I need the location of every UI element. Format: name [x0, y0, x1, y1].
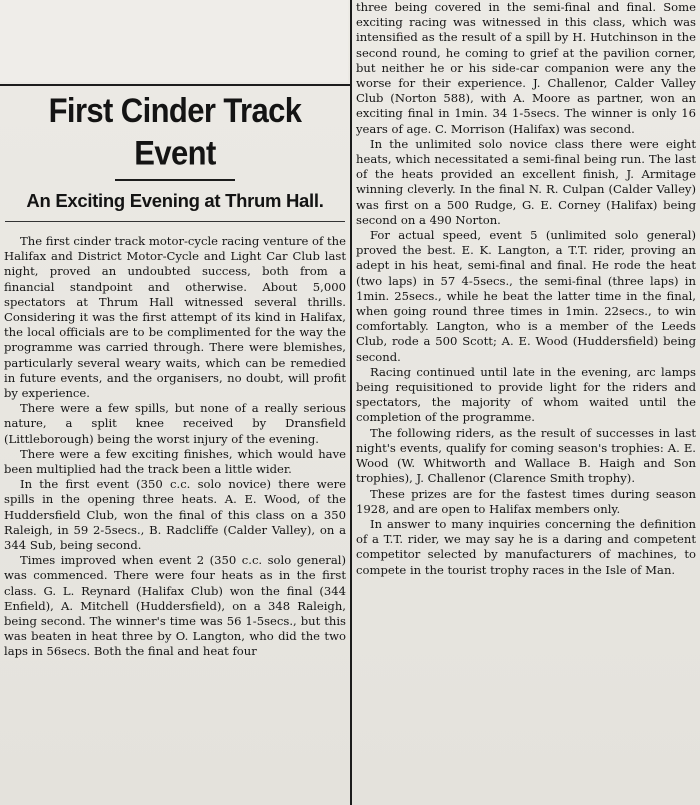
paragraph: Times improved when event 2 (350 c.c. solo general) was commenced. There were four heats as in the first class. G. L. Reynard (Halifax Club) won the final (344 Enfield), A. Mitchell (Huddersfield), on a 348 Raleigh, being second. The winner's time was 56 1-5secs., but this was beaten in heat three by O. Langton, who did the two laps in 56secs. Both the final and heat four: [4, 553, 346, 659]
paragraph: three being covered in the semi-final and final. Some exciting racing was witnessed in this class, which was intensified as the result of a spill by H. Hutchinson in the second round, he coming to grief at the pavilion corner, but neither he or his side-car companion were any the worse for their experience. J. Challenor, Calder Valley Club (Norton 588), with A. Moore as partner, won an exciting final in 1min. 34 1-5secs. The winner is only 16 years of age. C. Morrison (Halifax) was second.: [356, 0, 696, 136]
paragraph: These prizes are for the fastest times during season 1928, and are open to Halifax members only.: [356, 486, 696, 516]
paragraph: In answer to many inquiries concerning the definition of a T.T. rider, we may say he is a daring and competent competitor selected by manufacturers of machines, to compete in the tourist trophy races in the Isle of Man.: [356, 516, 696, 577]
headline: First Cinder Track Event: [48, 90, 302, 173]
paragraph: For actual speed, event 5 (unlimited solo general) proved the best. E. K. Langton, a T.T. rider, proving an adept in his heat, semi-final and final. He rode the heat (two laps) in 57 4-5secs., the semi-final (three laps) in 1min. 25secs., while he beat the latter time in the final, when going round three times in 1min. 22secs., to win comfortably. Langton, who is a member of the Leeds Club, rode a 500 Scott; A. E. Wood (Huddersfield) being second.: [356, 228, 696, 364]
paragraph: In the first event (350 c.c. solo novice) there were spills in the opening three heats. A. E. Wood, of the Huddersfield Club, won the final of this class on a 350 Raleigh, in 59 2-5secs., B. Radcliffe (Calder Valley), on a 344 Sub, being second.: [4, 477, 346, 553]
top-margin: [0, 0, 348, 82]
paragraph: There were a few spills, but none of a really serious nature, a split knee received by Dransfield (Littleborough) being the worst injury of the evening.: [4, 401, 346, 446]
column-divider: [350, 0, 352, 805]
headline-rule: [115, 179, 235, 181]
subheadline: An Exciting Evening at Thrum Hall.: [26, 190, 324, 211]
subheadline-rule: [5, 221, 345, 222]
paragraph: There were a few exciting finishes, which would have been multiplied had the track been a little wider.: [4, 446, 346, 477]
left-body: [4, 234, 346, 660]
paragraph: The first cinder track motor-cycle racing venture of the Halifax and District Motor-Cycle and Light Car Club last night, proved an undoubted success, both from a financial standpoint and otherwise. About 5,000 spectators at Thrum Hall witnessed several thrills. Considering it was the first attempt of its kind in Halifax, the local officials are to be complimented for the way the programme was carried through. There were blemishes, particularly several weary waits, which can be remedied in future events, and the organisers, no doubt, will profit by experience.: [4, 234, 346, 401]
right-column: [356, 0, 696, 578]
top-rule: [0, 84, 350, 86]
paragraph: In the unlimited solo novice class there were eight heats, which necessitated a semi-final being run. The last of the heats provided an excellent finish, J. Armitage winning cleverly. In the final N. R. Culpan (Calder Valley) was first on a 500 Rudge, G. E. Corney (Halifax) being second on a 490 Norton.: [356, 136, 696, 227]
left-column: [4, 88, 346, 660]
paragraph: Racing continued until late in the evening, arc lamps being requisitioned to provide light for the riders and spectators, the majority of whom waited until the completion of the programme.: [356, 364, 696, 425]
paragraph: The following riders, as the result of successes in last night's events, qualify for coming season's trophies: A. E. Wood (W. Whitworth and Wallace B. Haigh and Son trophies), J. Challenor (Clarence Smith trophy).: [356, 425, 696, 486]
